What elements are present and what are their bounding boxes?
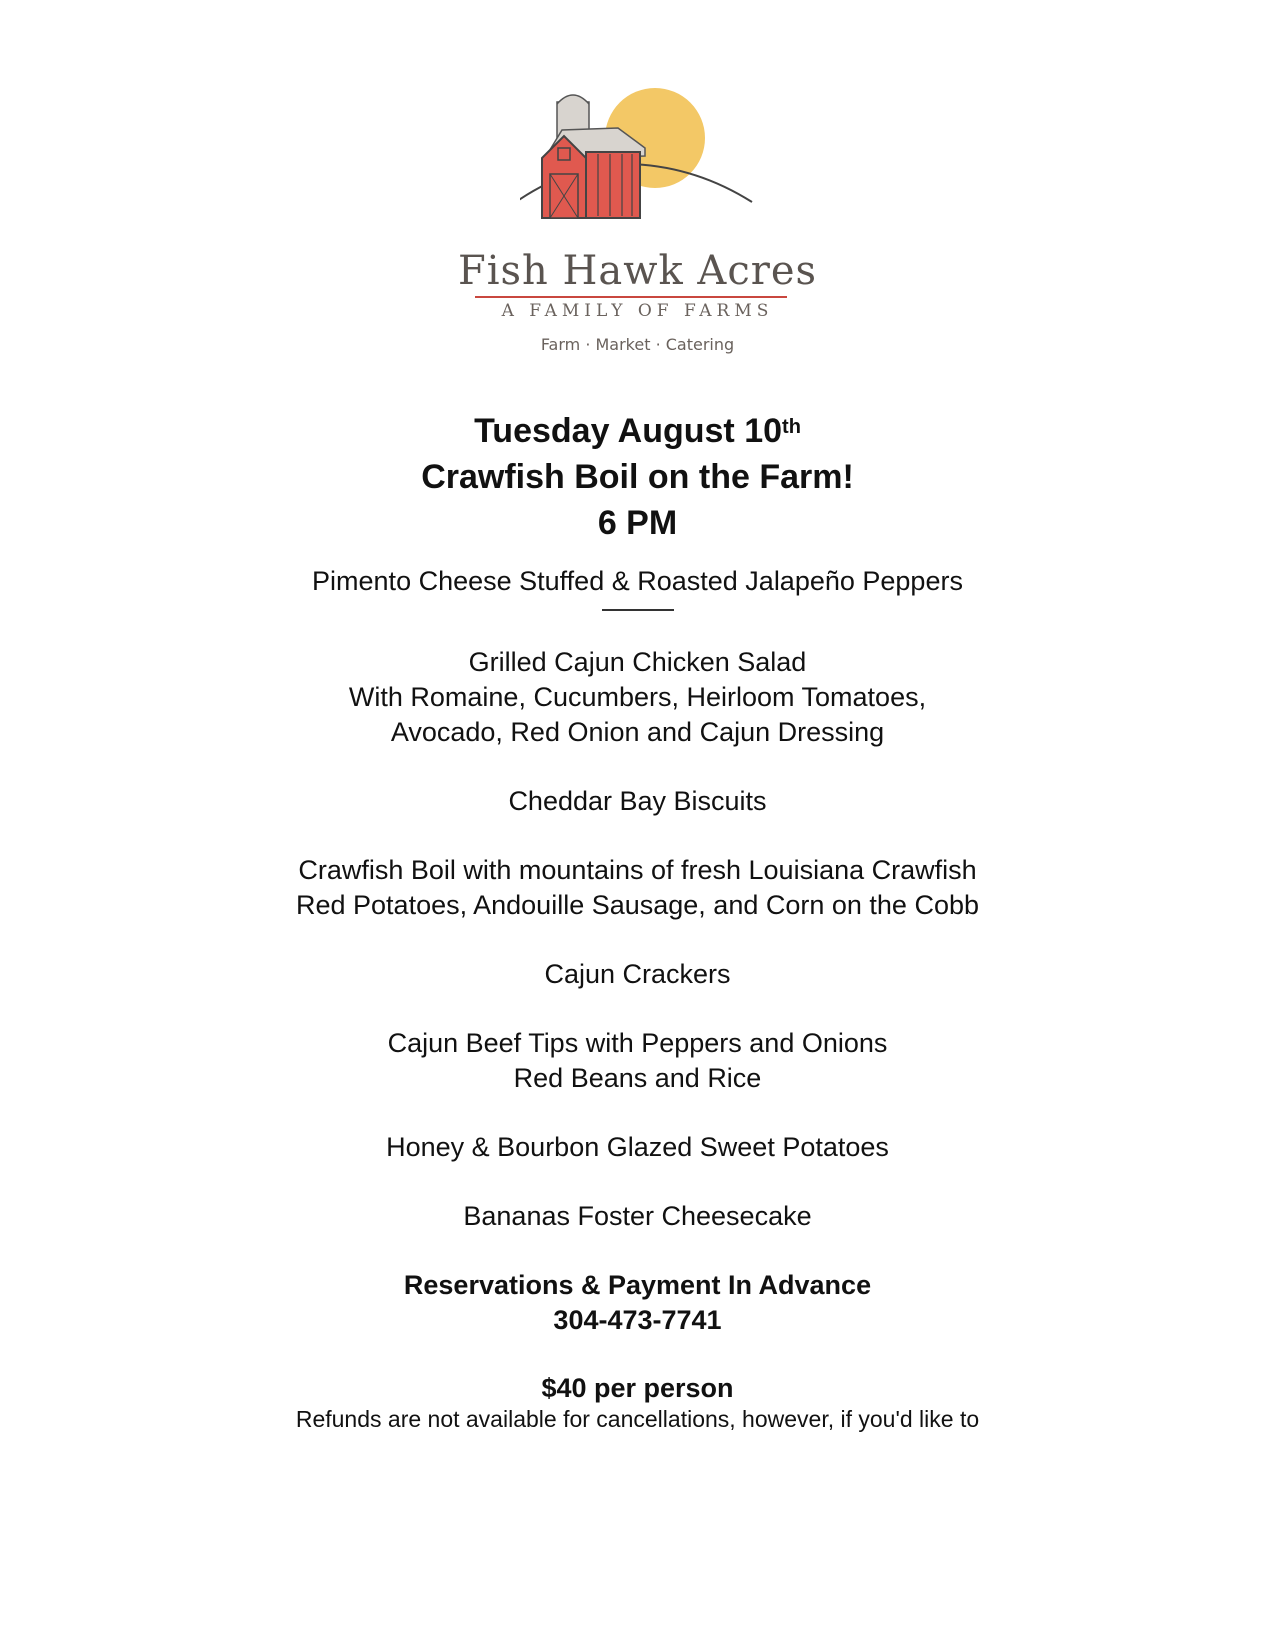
menu-item-potatoes: Honey & Bourbon Glazed Sweet Potatoes — [386, 1132, 889, 1162]
event-date-suffix: th — [782, 416, 801, 438]
menu-item-beef-line1: Cajun Beef Tips with Peppers and Onions — [387, 1028, 888, 1058]
reservations-phone: 304-473-7741 — [553, 1305, 722, 1335]
menu-item-dessert: Bananas Foster Cheesecake — [463, 1201, 812, 1231]
price: $40 per person — [541, 1373, 734, 1403]
brand-divider — [475, 296, 787, 298]
menu-item-salad-line2: Avocado, Red Onion and Cajun Dressing — [390, 717, 885, 747]
menu-item-salad-title: Grilled Cajun Chicken Salad — [468, 647, 807, 677]
brand-services: Farm · Market · Catering — [540, 335, 735, 354]
menu — [0, 564, 1275, 1434]
event-flyer — [0, 408, 1275, 1434]
brand-tagline: A FAMILY OF FARMS — [501, 301, 774, 321]
event-date — [0, 408, 1275, 454]
barn-logo-icon — [520, 78, 760, 228]
menu-item-boil-line2: Red Potatoes, Andouille Sausage, and Corn on the Cobb — [296, 890, 979, 920]
menu-item-crackers: Cajun Crackers — [544, 959, 731, 989]
brand-logo — [0, 78, 1275, 358]
menu-item-biscuits: Cheddar Bay Biscuits — [508, 786, 767, 816]
brand-name: Fish Hawk Acres — [457, 248, 818, 294]
event-title: Crawfish Boil on the Farm! — [421, 458, 854, 496]
event-time: 6 PM — [597, 504, 678, 542]
event-date-text: Tuesday August 10 — [474, 412, 783, 450]
refund-note: Refunds are not available for cancellations, however, if you'd like to — [295, 1406, 980, 1432]
menu-item-salad-line1: With Romaine, Cucumbers, Heirloom Tomatoes, — [348, 682, 927, 712]
menu-item-boil-line1: Crawfish Boil with mountains of fresh Louisiana Crawfish — [298, 855, 977, 885]
menu-item-appetizer: Pimento Cheese Stuffed & Roasted Jalapeño Peppers — [312, 566, 963, 596]
reservations-label: Reservations & Payment In Advance — [403, 1270, 872, 1300]
menu-item-beef-line2: Red Beans and Rice — [513, 1063, 762, 1093]
